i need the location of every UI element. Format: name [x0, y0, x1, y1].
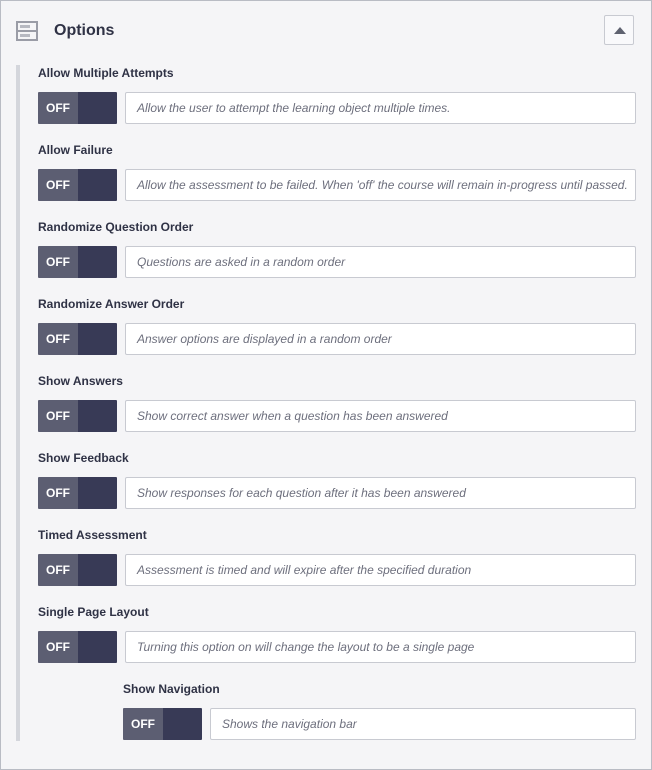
option-description: Questions are asked in a random order — [125, 246, 636, 278]
option-label: Timed Assessment — [38, 528, 147, 542]
option-label: Allow Multiple Attempts — [38, 66, 174, 80]
option-description: Allow the assessment to be failed. When 'off' the course will remain in-progress until passed. — [125, 169, 636, 201]
single-page-layout-toggle[interactable] — [38, 631, 117, 663]
option-label: Show Navigation — [123, 682, 220, 696]
randomize-answer-order-toggle[interactable] — [38, 323, 117, 355]
option-label: Randomize Question Order — [38, 220, 194, 234]
toggle-knob — [78, 400, 117, 432]
section-divider — [16, 65, 20, 741]
toggle-state: OFF — [38, 323, 78, 355]
allow-failure-toggle[interactable] — [38, 169, 117, 201]
timed-assessment-toggle[interactable] — [38, 554, 117, 586]
toggle-state: OFF — [38, 92, 78, 124]
toggle-knob — [78, 554, 117, 586]
randomize-question-order-toggle[interactable] — [38, 246, 117, 278]
toggle-knob — [78, 323, 117, 355]
toggle-state: OFF — [38, 554, 78, 586]
collapse-button[interactable] — [604, 15, 634, 45]
option-description: Show correct answer when a question has been answered — [125, 400, 636, 432]
toggle-knob — [78, 477, 117, 509]
toggle-state: OFF — [38, 477, 78, 509]
toggle-knob — [78, 246, 117, 278]
option-label: Randomize Answer Order — [38, 297, 185, 311]
option-description: Turning this option on will change the layout to be a single page — [125, 631, 636, 663]
option-description: Answer options are displayed in a random order — [125, 323, 636, 355]
layout-section-icon — [16, 21, 38, 41]
show-navigation-toggle[interactable] — [123, 708, 202, 740]
toggle-state: OFF — [38, 400, 78, 432]
show-answers-toggle[interactable] — [38, 400, 117, 432]
toggle-knob — [163, 708, 202, 740]
panel-header[interactable] — [1, 1, 651, 61]
option-description: Show responses for each question after it has been answered — [125, 477, 636, 509]
option-description: Allow the user to attempt the learning object multiple times. — [125, 92, 636, 124]
panel-title: Options — [54, 22, 115, 39]
option-label: Allow Failure — [38, 143, 113, 157]
toggle-knob — [78, 631, 117, 663]
toggle-state: OFF — [38, 631, 78, 663]
option-description: Assessment is timed and will expire after the specified duration — [125, 554, 636, 586]
toggle-knob — [78, 169, 117, 201]
option-label: Single Page Layout — [38, 605, 149, 619]
toggle-state: OFF — [38, 169, 78, 201]
toggle-state: OFF — [38, 246, 78, 278]
allow-multiple-attempts-toggle[interactable] — [38, 92, 117, 124]
option-label: Show Feedback — [38, 451, 129, 465]
toggle-knob — [78, 92, 117, 124]
option-label: Show Answers — [38, 374, 123, 388]
option-description: Shows the navigation bar — [210, 708, 636, 740]
show-feedback-toggle[interactable] — [38, 477, 117, 509]
toggle-state: OFF — [123, 708, 163, 740]
